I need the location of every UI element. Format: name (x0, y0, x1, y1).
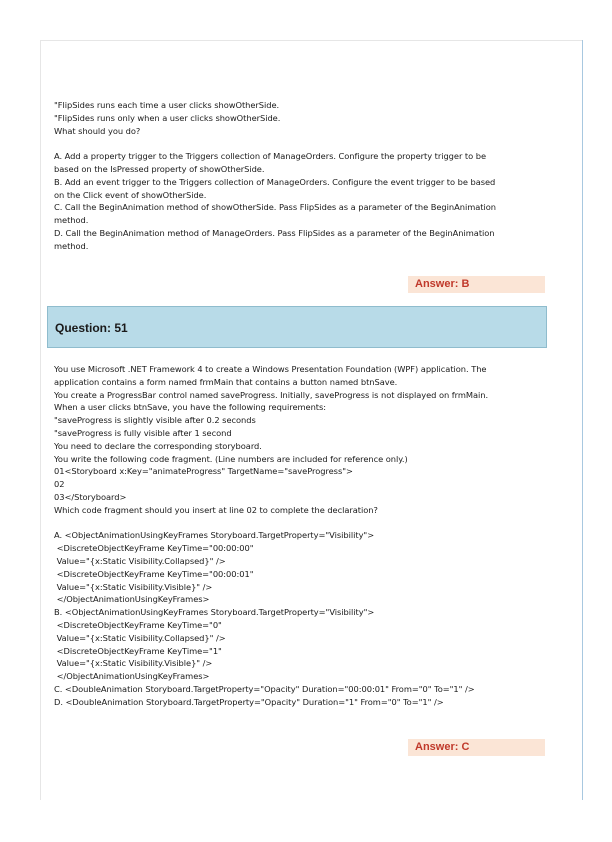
code-line: 03</Storyboard> (54, 491, 127, 502)
option-line: Value="{x:Static Visibility.Collapsed}" /> (54, 555, 226, 566)
option-line: Value="{x:Static Visibility.Visible}" /> (54, 658, 213, 669)
answer-label: Answer: B (415, 278, 470, 290)
answer-badge-previous (408, 276, 545, 293)
option-line: based on the IsPressed property of showOtherSide. (54, 163, 265, 174)
text-line: application contains a form named frmMain that contains a button named btnSave. (54, 376, 398, 387)
question-header (47, 306, 547, 348)
text-line: You create a ProgressBar control named saveProgress. Initially, saveProgress is not displayed on frmMain. (54, 389, 489, 400)
text-line: "FlipSides runs only when a user clicks showOtherSide. (54, 112, 281, 123)
code-line: 02 (54, 479, 65, 490)
page-border-left (40, 40, 41, 800)
option-line: on the Click event of showOtherSide. (54, 189, 207, 200)
option-line: </ObjectAnimationUsingKeyFrames> (54, 594, 210, 605)
question-title: Question: 51 (55, 321, 128, 335)
page-border-right (582, 40, 583, 800)
text-line: When a user clicks btnSave, you have the following requirements: (54, 402, 327, 413)
text-line: You need to declare the corresponding storyboard. (54, 440, 262, 451)
text-line: You use Microsoft .NET Framework 4 to create a Windows Presentation Foundation (WPF) application. The (54, 364, 487, 374)
text-line: Which code fragment should you insert at line 02 to complete the declaration? (54, 504, 378, 515)
text-line: You write the following code fragment. (Line numbers are included for reference only.) (54, 453, 408, 464)
option-line: B. Add an event trigger to the Triggers collection of ManageOrders. Configure the event trigger to be based (54, 176, 496, 187)
option-line: B. <ObjectAnimationUsingKeyFrames Storyboard.TargetProperty="Visibility"> (54, 607, 375, 618)
option-line: Value="{x:Static Visibility.Collapsed}" /> (54, 632, 226, 643)
option-line: </ObjectAnimationUsingKeyFrames> (54, 671, 210, 682)
option-line: D. Call the BeginAnimation method of ManageOrders. Pass FlipSides as a parameter of the BeginAnimation (54, 227, 495, 238)
previous-question-text (54, 99, 544, 253)
text-line: What should you do? (54, 125, 141, 136)
option-line: method. (54, 215, 89, 226)
option-line: <DiscreteObjectKeyFrame KeyTime="0" (54, 619, 222, 630)
option-line: A. <ObjectAnimationUsingKeyFrames Storyboard.TargetProperty="Visibility"> (54, 530, 375, 541)
answer-badge-question-51 (408, 739, 545, 756)
option-line: A. Add a property trigger to the Triggers collection of ManageOrders. Configure the property trigger to be (54, 151, 486, 162)
question-body (54, 363, 544, 709)
option-line: method. (54, 240, 89, 251)
option-line: C. <DoubleAnimation Storyboard.TargetProperty="Opacity" Duration="00:00:01" From="0" To="1" /> (54, 683, 475, 694)
page-border-top (40, 40, 583, 41)
option-line: <DiscreteObjectKeyFrame KeyTime="00:00:00" (54, 543, 254, 554)
option-line: <DiscreteObjectKeyFrame KeyTime="1" (54, 645, 222, 656)
option-line: <DiscreteObjectKeyFrame KeyTime="00:00:01" (54, 568, 254, 579)
text-line: "saveProgress is fully visible after 1 second (54, 427, 232, 438)
option-line: Value="{x:Static Visibility.Visible}" /> (54, 581, 213, 592)
text-line: "FlipSides runs each time a user clicks showOtherSide. (54, 100, 280, 110)
text-line: "saveProgress is slightly visible after 0.2 seconds (54, 415, 256, 426)
option-line: D. <DoubleAnimation Storyboard.TargetProperty="Opacity" Duration="1" From="0" To="1" /> (54, 696, 444, 707)
answer-label: Answer: C (415, 741, 470, 753)
code-line: 01<Storyboard x:Key="animateProgress" TargetName="saveProgress"> (54, 466, 353, 477)
option-line: C. Call the BeginAnimation method of showOtherSide. Pass FlipSides as a parameter of the BeginAnimation (54, 202, 496, 213)
